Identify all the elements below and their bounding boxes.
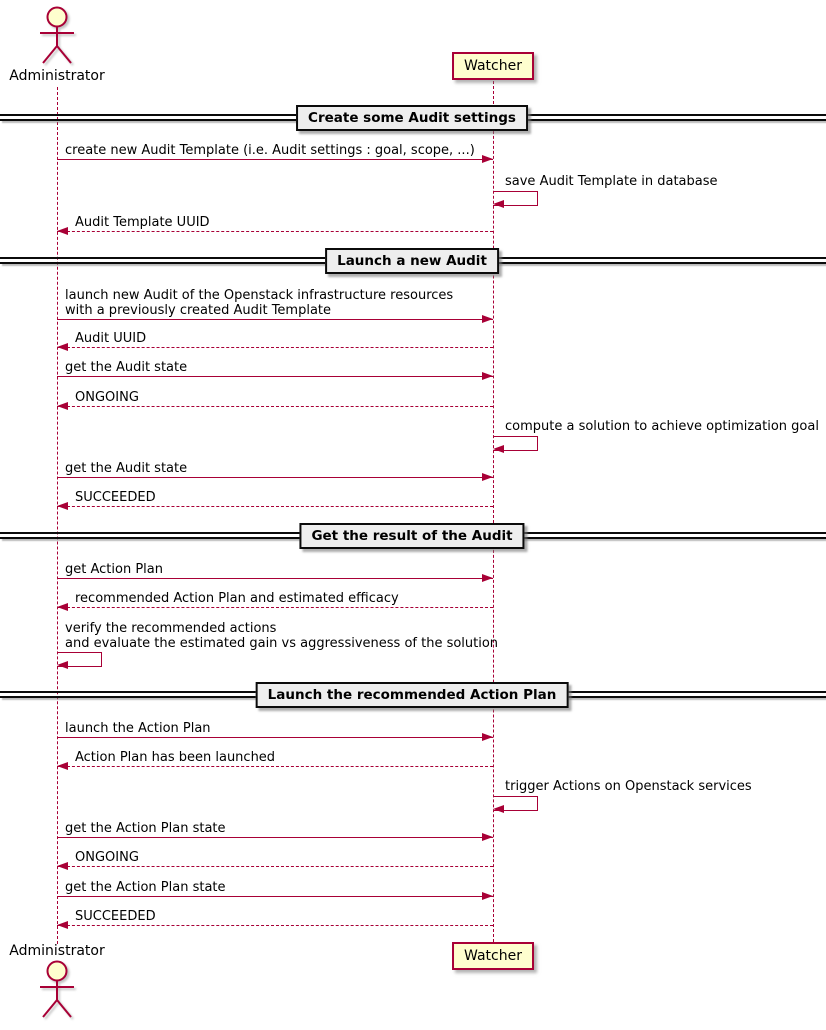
message-text: get Action Plan bbox=[65, 562, 163, 577]
message-text: verify the recommended actions bbox=[65, 621, 277, 636]
message-text: ONGOING bbox=[75, 390, 139, 405]
arrowhead-left-icon bbox=[57, 762, 68, 770]
participant-watcher-bottom: Watcher bbox=[452, 942, 534, 970]
arrow-line bbox=[57, 925, 493, 926]
divider-label: Create some Audit settings bbox=[296, 105, 528, 131]
arrowhead-right-icon bbox=[482, 733, 493, 741]
actor-administrator-icon bbox=[35, 960, 79, 1022]
message-text: Audit Template UUID bbox=[75, 215, 210, 230]
message-text: recommended Action Plan and estimated efficacy bbox=[75, 591, 399, 606]
arrowhead-right-icon bbox=[482, 155, 493, 163]
arrow-line bbox=[57, 406, 493, 407]
message-text: trigger Actions on Openstack services bbox=[505, 779, 752, 794]
arrow-line bbox=[57, 737, 493, 738]
participant-watcher-top: Watcher bbox=[452, 52, 534, 80]
message-text: launch the Action Plan bbox=[65, 721, 211, 736]
message-text: get the Action Plan state bbox=[65, 880, 226, 895]
message-text: get the Audit state bbox=[65, 360, 188, 375]
message-text: ONGOING bbox=[75, 850, 139, 865]
arrow-line bbox=[57, 578, 493, 579]
arrow-line bbox=[57, 506, 493, 507]
arrowhead-left-icon bbox=[493, 445, 504, 453]
message-text: get the Audit state bbox=[65, 461, 188, 476]
arrowhead-left-icon bbox=[57, 921, 68, 929]
arrow-line bbox=[57, 766, 493, 767]
actor-label-administrator-bottom: Administrator bbox=[9, 943, 105, 959]
arrowhead-left-icon bbox=[57, 343, 68, 351]
arrow-line bbox=[57, 837, 493, 838]
actor-label-administrator-top: Administrator bbox=[9, 68, 105, 84]
message-text: get the Action Plan state bbox=[65, 821, 226, 836]
arrowhead-left-icon bbox=[57, 502, 68, 510]
arrow-line bbox=[57, 376, 493, 377]
arrow-line bbox=[57, 347, 493, 348]
arrowhead-left-icon bbox=[493, 200, 504, 208]
message-text: Action Plan has been launched bbox=[75, 750, 276, 765]
message-text: and evaluate the estimated gain vs aggressiveness of the solution bbox=[65, 636, 499, 651]
arrow-line bbox=[57, 159, 493, 160]
arrowhead-right-icon bbox=[482, 574, 493, 582]
arrowhead-left-icon bbox=[57, 661, 68, 669]
actor-administrator-icon bbox=[35, 6, 79, 68]
divider-label: Launch a new Audit bbox=[325, 248, 499, 274]
arrowhead-right-icon bbox=[482, 372, 493, 380]
message-text: save Audit Template in database bbox=[505, 174, 718, 189]
message-text: with a previously created Audit Template bbox=[65, 303, 332, 318]
arrow-line bbox=[57, 319, 493, 320]
message-text: SUCCEEDED bbox=[75, 490, 156, 505]
arrowhead-left-icon bbox=[57, 862, 68, 870]
arrowhead-right-icon bbox=[482, 315, 493, 323]
arrowhead-left-icon bbox=[493, 805, 504, 813]
message-text: launch new Audit of the Openstack infrastructure resources bbox=[65, 288, 454, 303]
arrowhead-left-icon bbox=[57, 603, 68, 611]
message-text: create new Audit Template (i.e. Audit settings : goal, scope, ...) bbox=[65, 143, 475, 158]
divider-label: Launch the recommended Action Plan bbox=[256, 682, 569, 708]
divider-label: Get the result of the Audit bbox=[299, 523, 524, 549]
arrow-line bbox=[57, 477, 493, 478]
arrowhead-right-icon bbox=[482, 892, 493, 900]
arrow-line bbox=[57, 866, 493, 867]
arrowhead-left-icon bbox=[57, 227, 68, 235]
message-text: SUCCEEDED bbox=[75, 909, 156, 924]
arrowhead-left-icon bbox=[57, 402, 68, 410]
message-text: compute a solution to achieve optimization goal bbox=[505, 419, 819, 434]
message-text: Audit UUID bbox=[75, 331, 147, 346]
arrow-line bbox=[57, 231, 493, 232]
arrowhead-right-icon bbox=[482, 833, 493, 841]
arrow-line bbox=[57, 896, 493, 897]
lifeline-administrator bbox=[57, 87, 58, 944]
arrow-line bbox=[57, 607, 493, 608]
arrowhead-right-icon bbox=[482, 473, 493, 481]
